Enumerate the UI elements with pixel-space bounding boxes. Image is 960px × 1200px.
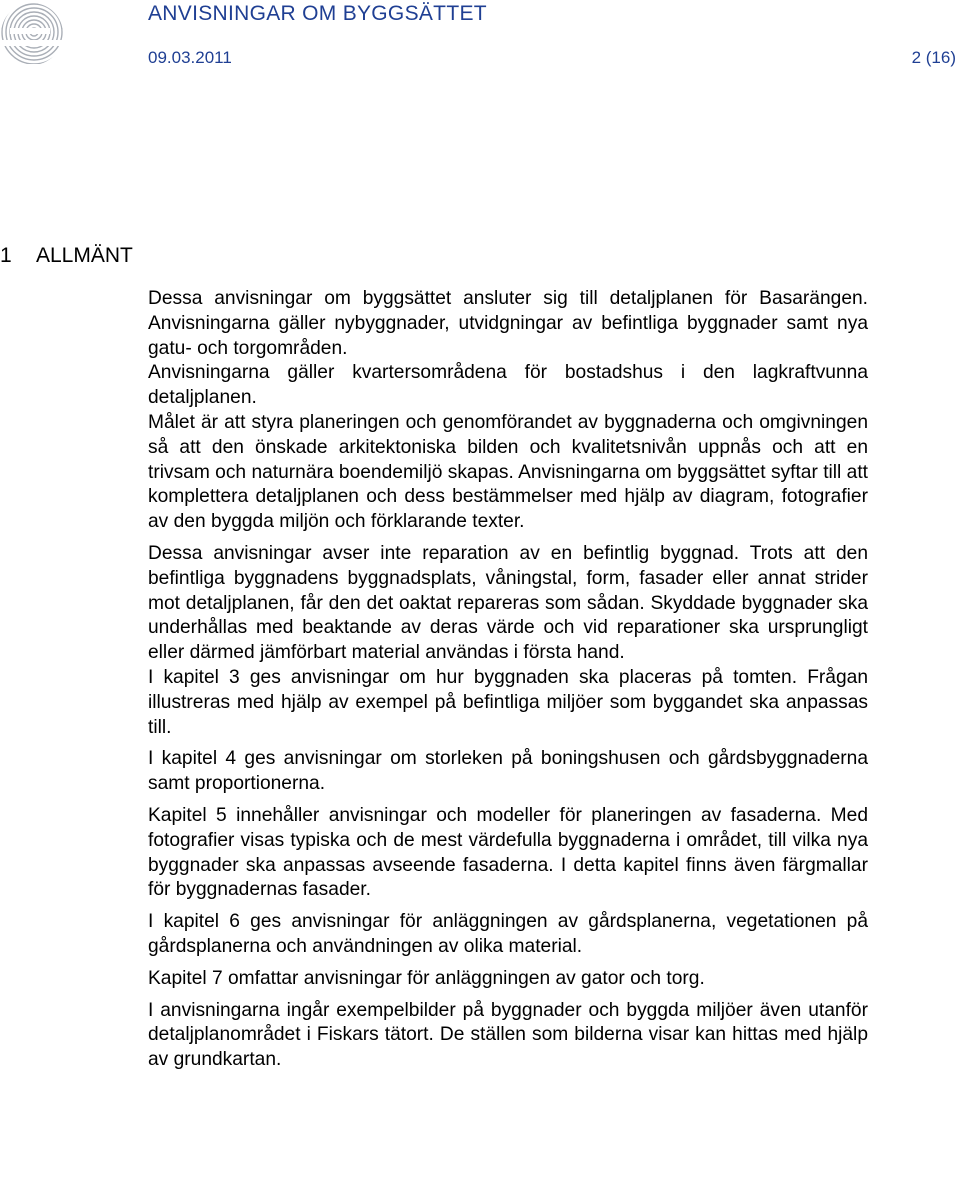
section-title: ALLMÄNT (36, 244, 133, 267)
paragraph: I kapitel 4 ges anvisningar om storleken på boningshusen och gårdsbyggnaderna samt proportionerna. (148, 748, 868, 795)
document-title: ANVISNINGAR OM BYGGSÄTTET (148, 2, 487, 25)
page-number: 2 (16) (911, 48, 956, 67)
section-heading (0, 244, 133, 268)
section-number: 1 (0, 244, 12, 267)
document-date: 09.03.2011 (148, 48, 232, 67)
paragraph: Kapitel 7 omfattar anvisningar för anläggningen av gator och torg. (148, 967, 705, 989)
paragraph: Målet är att styra planeringen och genomförandet av byggnaderna och omgivningen så att den önskade arkitektoniska bilden och kvalitetsnivån uppnås och att en trivsam och naturnära boendemiljö skapas. Anvisningarna om byggsättet syftar till att komplettera detaljplanen och dess bestämmelser med hjälp av diagram, fotografier av den byggda miljön och förklarande texter. (148, 411, 868, 533)
paragraph: Dessa anvisningar om byggsättet ansluter sig till detaljplanen för Basarängen. Anvisningarna gäller nybyggnader, utvidgningar av befintliga byggnader samt nya gatu- och torgområden. (148, 288, 868, 359)
body-text (148, 287, 868, 1080)
paragraph: I kapitel 3 ges anvisningar om hur byggnaden ska placeras på tomten. Frågan illustreras med hjälp av exempel på befintliga miljöer som byggandet ska anpassas till. (148, 666, 868, 738)
e-logo-icon (0, 0, 64, 64)
paragraph: Kapitel 5 innehåller anvisningar och modeller för planeringen av fasaderna. Med fotografier visas typiska och de mest värdefulla byggnaderna i området, till vilka nya byggnader ska anpassas avseende fasaderna. I detta kapitel finns även färgmallar för byggnadernas fasader. (148, 804, 868, 901)
paragraph: Dessa anvisningar avser inte reparation av en befintlig byggnad. Trots att den befintliga byggnadens byggnadsplats, våningstal, form, fasader eller annat strider mot detaljplanen, får den det oaktat repareras som sådan. Skyddade byggnader ska underhållas med beaktande av deras värde och vid reparationer ska ursprungligt eller därmed jämförbart material användas i första hand. (148, 542, 868, 664)
paragraph: I kapitel 6 ges anvisningar för anläggningen av gårdsplanerna, vegetationen på gårdsplanerna och användningen av olika material. (148, 911, 868, 957)
paragraph: I anvisningarna ingår exempelbilder på byggnader och byggda miljöer även utanför detaljplanområdet i Fiskars tätort. De ställen som bilderna visar kan hittas med hjälp av grundkartan. (148, 999, 868, 1071)
paragraph: Anvisningarna gäller kvartersområdena för bostadshus i den lagkraftvunna detaljplanen. (148, 362, 868, 409)
